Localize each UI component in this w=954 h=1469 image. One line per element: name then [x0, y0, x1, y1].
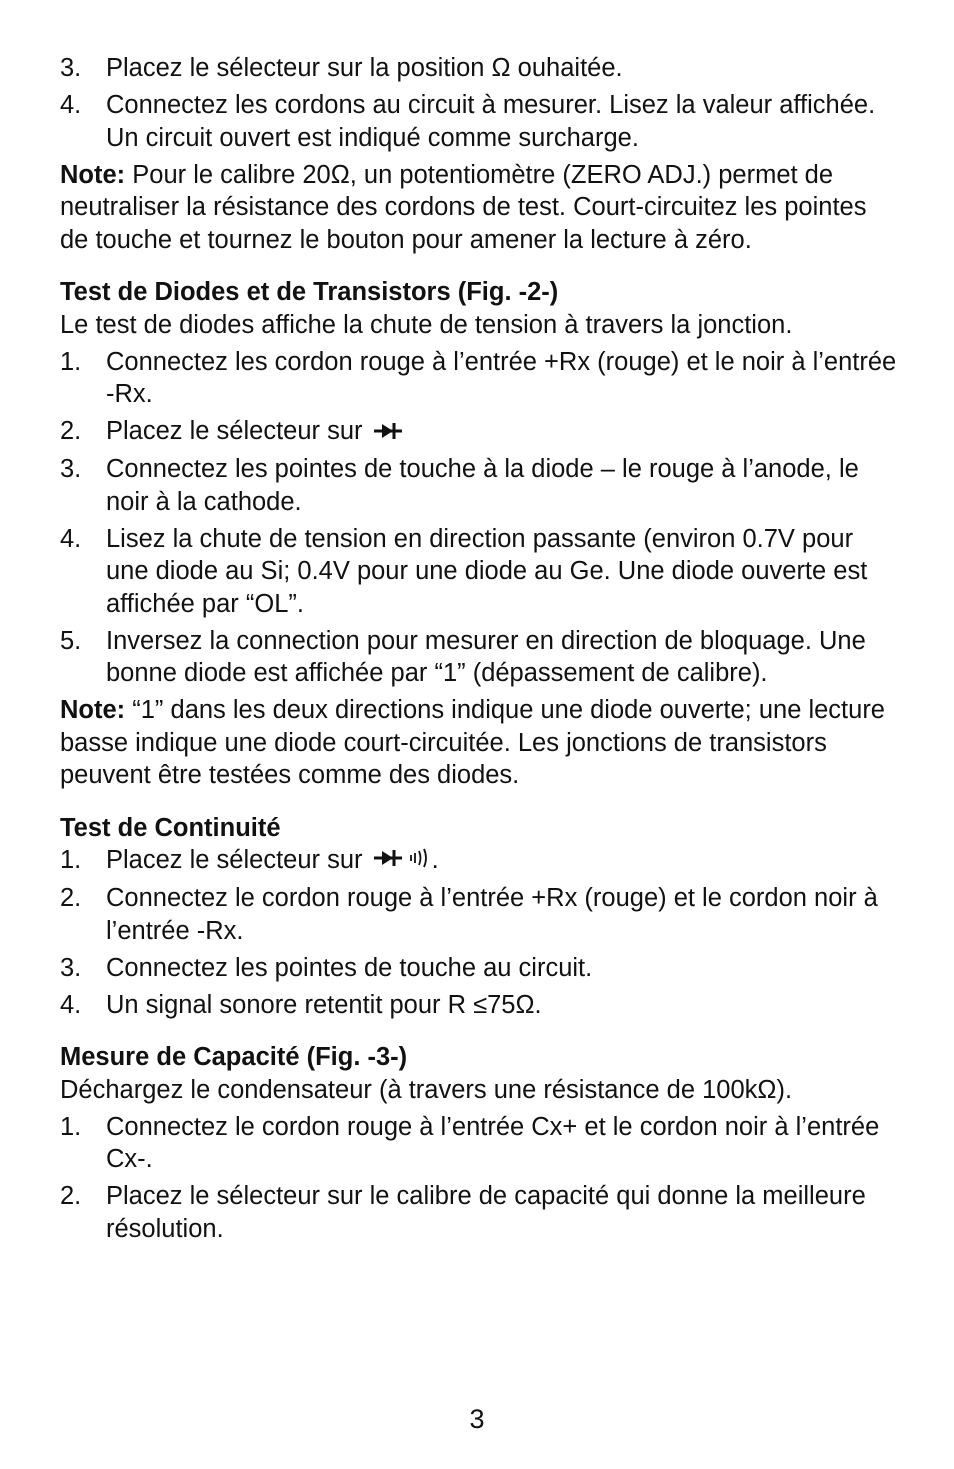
list-item — [60, 453, 900, 518]
step-number: 2. — [60, 884, 82, 913]
intro-steps-list — [60, 52, 900, 154]
step-number: 5. — [60, 626, 82, 655]
list-item — [60, 89, 900, 154]
step-number: 3. — [60, 54, 82, 82]
capacitance-section — [60, 1041, 900, 1245]
step-number: 1. — [60, 1112, 82, 1141]
diode-continuity-symbol-icon — [374, 845, 432, 878]
diode-test-section — [60, 276, 900, 792]
section-heading: Mesure de Capacité (Fig. -3-) — [60, 1043, 408, 1072]
note-text: Pour le calibre 20Ω, un potentiomètre (ZERO ADJ.) permet de neutraliser la résistance des cordons de test. Court-circuitez les pointes de touche et tournez le bouton pour amener la lecture à zéro. — [60, 160, 867, 254]
section-intro: Déchargez le condensateur (à travers une résistance de 100kΩ). — [60, 1075, 793, 1104]
step-text: Placez le sélecteur sur la position Ω ouhaitée. — [106, 54, 623, 82]
list-item — [60, 523, 900, 621]
diode-steps-list — [60, 346, 900, 690]
resistance-note — [60, 159, 900, 257]
continuity-steps-list — [60, 844, 900, 1021]
step-number: 4. — [60, 990, 82, 1019]
manual-page-content — [60, 52, 900, 1250]
step-number: 1. — [60, 846, 82, 875]
list-item — [60, 1180, 900, 1245]
step-text: Connectez les pointes de touche au circuit. — [106, 953, 593, 982]
step-number: 1. — [60, 347, 82, 376]
step-number: 4. — [60, 524, 82, 553]
list-item — [60, 1111, 900, 1176]
diode-symbol-icon — [374, 416, 402, 449]
note-label: Note: — [60, 160, 126, 189]
step-text: Inversez la connection pour mesurer en direction de bloquage. Une bonne diode est affichée par “1” (dépassement de calibre). — [106, 626, 866, 688]
note-label: Note: — [60, 696, 126, 725]
step-text: Connectez les cordon rouge à l’entrée +Rx (rouge) et le noir à l’entrée -Rx. — [106, 347, 897, 408]
step-text: Connectez le cordon rouge à l’entrée +Rx (rouge) et le cordon noir à l’entrée -Rx. — [106, 884, 878, 945]
list-item — [60, 346, 900, 411]
list-item — [60, 52, 900, 85]
list-item — [60, 844, 900, 878]
list-item — [60, 882, 900, 947]
step-text: Connectez les cordons au circuit à mesurer. Lisez la valeur affichée. Un circuit ouvert est indiqué comme surcharge. — [106, 91, 876, 152]
step-text: Connectez les pointes de touche à la diode – le rouge à l’anode, le noir à la cathode. — [106, 455, 859, 516]
step-number: 3. — [60, 455, 82, 484]
step-number: 2. — [60, 1182, 82, 1211]
capacitance-steps-list — [60, 1111, 900, 1246]
section-heading: Test de Diodes et de Transistors (Fig. -2-) — [60, 278, 559, 306]
section-heading: Test de Continuité — [60, 813, 281, 842]
step-text: Placez le sélecteur sur — [106, 417, 370, 445]
step-text: Un signal sonore retentit pour R ≤75Ω. — [106, 990, 542, 1019]
step-text: Placez le sélecteur sur le calibre de capacité qui donne la meilleure résolution. — [106, 1182, 866, 1243]
step-text: Placez le sélecteur sur — [106, 846, 370, 875]
step-text-suffix: . — [431, 846, 439, 875]
step-number: 4. — [60, 91, 82, 119]
list-item — [60, 415, 900, 449]
list-item — [60, 989, 900, 1022]
page-number: 3 — [469, 1404, 485, 1434]
step-number: 2. — [60, 417, 82, 445]
continuity-test-section — [60, 812, 900, 1022]
step-text: Lisez la chute de tension en direction passante (environ 0.7V pour une diode au Si; 0.4V pour une diode au Ge. Une diode ouverte est affichée par “OL”. — [106, 524, 868, 618]
diode-note — [60, 694, 900, 792]
step-number: 3. — [60, 953, 82, 982]
list-item — [60, 952, 900, 985]
list-item — [60, 625, 900, 690]
section-intro: Le test de diodes affiche la chute de tension à travers la jonction. — [60, 310, 793, 339]
step-text: Connectez le cordon rouge à l’entrée Cx+ et le cordon noir à l’entrée Cx-. — [106, 1112, 880, 1174]
note-text: “1” dans les deux directions indique une diode ouverte; une lecture basse indique une diode court-circuitée. Les jonctions de transistors peuvent être testées comme des diodes. — [60, 696, 885, 790]
